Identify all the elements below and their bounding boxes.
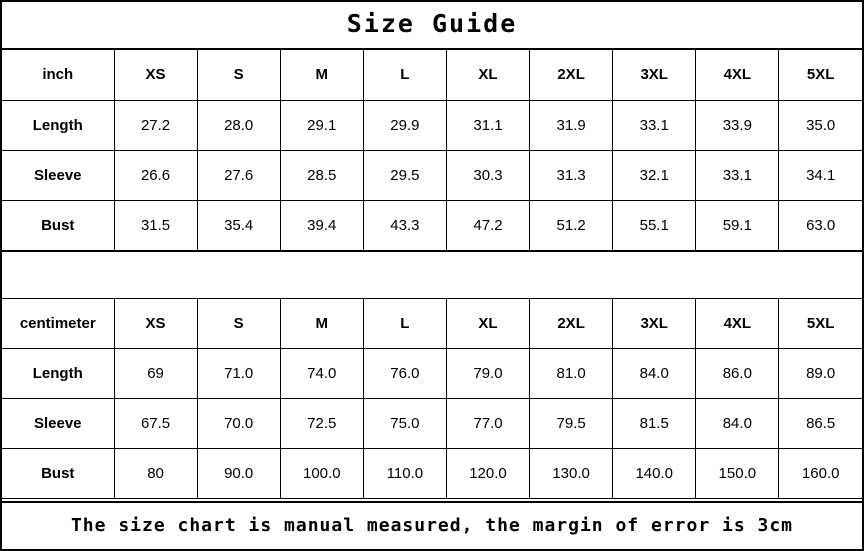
table-header-row [2,299,862,349]
row-label: Length [2,100,114,150]
cell-value: 100.0 [280,449,363,499]
cell-value: 86.5 [779,399,862,449]
cell-value: 81.0 [530,349,613,399]
cell-value: 140.0 [613,449,696,499]
size-table-inch [2,50,862,251]
cell-value: 30.3 [446,150,529,200]
cell-value: 47.2 [446,200,529,250]
cell-value: 33.1 [613,100,696,150]
cell-value: 31.3 [530,150,613,200]
cell-value: 29.1 [280,100,363,150]
table-row [2,150,862,200]
row-label: Bust [2,449,114,499]
cell-value: 31.9 [530,100,613,150]
table-row [2,100,862,150]
row-label: Sleeve [2,150,114,200]
cell-value: 76.0 [363,349,446,399]
cell-value: 89.0 [779,349,862,399]
cell-value: 80 [114,449,197,499]
cell-value: 26.6 [114,150,197,200]
unit-label-centimeter: centimeter [2,299,114,349]
cell-value: 70.0 [197,399,280,449]
column-header: S [197,50,280,100]
cell-value: 71.0 [197,349,280,399]
column-header: 2XL [530,299,613,349]
cell-value: 75.0 [363,399,446,449]
cell-value: 110.0 [363,449,446,499]
column-header: XL [446,299,529,349]
cell-value: 59.1 [696,200,779,250]
cell-value: 27.6 [197,150,280,200]
column-header: 4XL [696,50,779,100]
cell-value: 34.1 [779,150,862,200]
cell-value: 63.0 [779,200,862,250]
cell-value: 69 [114,349,197,399]
cell-value: 160.0 [779,449,862,499]
cell-value: 150.0 [696,449,779,499]
column-header: S [197,299,280,349]
cell-value: 28.5 [280,150,363,200]
column-header: 4XL [696,299,779,349]
cell-value: 28.0 [197,100,280,150]
cell-value: 74.0 [280,349,363,399]
cell-value: 86.0 [696,349,779,399]
column-header: M [280,299,363,349]
table-row [2,449,862,499]
cell-value: 39.4 [280,200,363,250]
cell-value: 31.5 [114,200,197,250]
column-header: M [280,50,363,100]
table-header-row [2,50,862,100]
cell-value: 79.0 [446,349,529,399]
column-header: 3XL [613,50,696,100]
cell-value: 32.1 [613,150,696,200]
size-table-centimeter [2,299,862,500]
cell-value: 79.5 [530,399,613,449]
table-row [2,349,862,399]
table-separator [2,251,862,299]
cell-value: 90.0 [197,449,280,499]
column-header: 2XL [530,50,613,100]
cell-value: 35.0 [779,100,862,150]
cell-value: 81.5 [613,399,696,449]
page-title: Size Guide [2,2,862,50]
cell-value: 35.4 [197,200,280,250]
table-row [2,200,862,250]
size-tables-area [2,50,862,501]
cell-value: 27.2 [114,100,197,150]
column-header: L [363,299,446,349]
column-header: XS [114,299,197,349]
cell-value: 29.5 [363,150,446,200]
cell-value: 55.1 [613,200,696,250]
row-label: Bust [2,200,114,250]
unit-label-inch: inch [2,50,114,100]
cell-value: 43.3 [363,200,446,250]
cell-value: 72.5 [280,399,363,449]
cell-value: 31.1 [446,100,529,150]
cell-value: 29.9 [363,100,446,150]
column-header: XS [114,50,197,100]
cell-value: 51.2 [530,200,613,250]
column-header: 5XL [779,299,862,349]
column-header: 5XL [779,50,862,100]
table-row [2,399,862,449]
cell-value: 84.0 [613,349,696,399]
cell-value: 33.1 [696,150,779,200]
column-header: XL [446,50,529,100]
cell-value: 77.0 [446,399,529,449]
cell-value: 67.5 [114,399,197,449]
row-label: Sleeve [2,399,114,449]
column-header: L [363,50,446,100]
footer-note: The size chart is manual measured, the margin of error is 3cm [2,501,862,549]
row-label: Length [2,349,114,399]
cell-value: 33.9 [696,100,779,150]
column-header: 3XL [613,299,696,349]
cell-value: 120.0 [446,449,529,499]
cell-value: 130.0 [530,449,613,499]
cell-value: 84.0 [696,399,779,449]
